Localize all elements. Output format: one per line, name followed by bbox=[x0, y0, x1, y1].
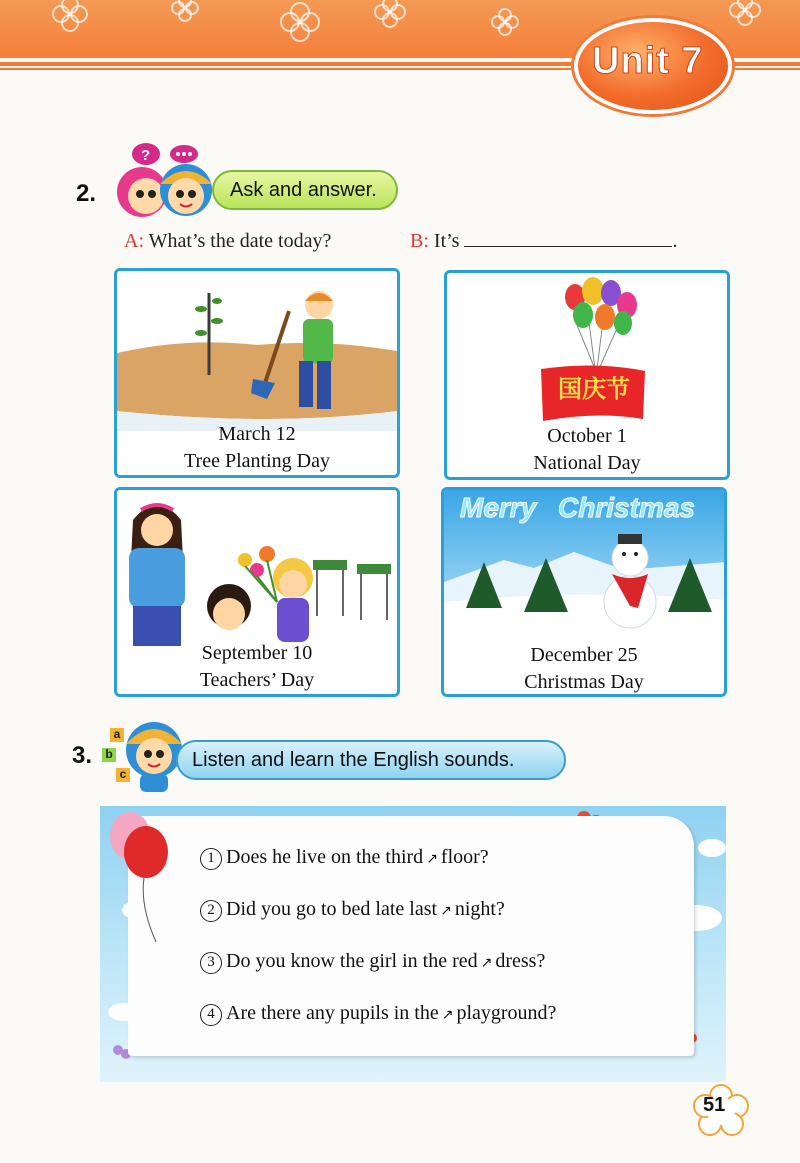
sentence-3-end: dress? bbox=[495, 950, 546, 972]
card-3-holiday: Teachers’ Day bbox=[199, 669, 315, 691]
card-4-date: December 25 bbox=[530, 644, 638, 666]
answer-blank[interactable] bbox=[464, 231, 672, 247]
tree-planting-illustration bbox=[117, 271, 397, 431]
section-3-title: Listen and learn the English sounds. bbox=[176, 740, 566, 780]
card-1-date: March 12 bbox=[218, 423, 296, 445]
section-2-title: Ask and answer. bbox=[212, 170, 398, 210]
card-tree-planting-day bbox=[114, 268, 400, 478]
mascot-kids-icon bbox=[108, 140, 228, 220]
card-4-holiday: Christmas Day bbox=[524, 671, 644, 693]
red-balloon-icon bbox=[104, 806, 174, 946]
answer-prefix: It’s bbox=[433, 230, 460, 252]
dialogue-question bbox=[124, 230, 331, 253]
question-text: What’s the date today? bbox=[148, 230, 332, 252]
sentence-2-text: Did you go to bed late last bbox=[226, 898, 438, 920]
merry-christmas-banner: Merry Christmas bbox=[460, 492, 695, 523]
rising-tone-arrow-icon: ↗ bbox=[426, 851, 438, 867]
card-2-holiday: National Day bbox=[533, 452, 641, 474]
dialogue-answer bbox=[410, 230, 677, 253]
sentence-1-text: Does he live on the third bbox=[226, 846, 424, 868]
answer-suffix: . bbox=[672, 230, 678, 252]
sentence-1-end: floor? bbox=[440, 846, 489, 868]
teachers-day-illustration bbox=[117, 490, 397, 646]
sentence-1-number: 1 bbox=[200, 848, 222, 870]
card-2-date: October 1 bbox=[547, 425, 627, 447]
sentence-4-text: Are there any pupils in the bbox=[226, 1002, 439, 1024]
card-teachers-day bbox=[114, 487, 400, 697]
speaker-a-label: A: bbox=[124, 230, 144, 252]
speaker-b-label: B: bbox=[410, 230, 429, 252]
national-day-illustration bbox=[447, 273, 727, 433]
unit-label: Unit 7 bbox=[592, 40, 704, 82]
sentence-4-end: playground? bbox=[456, 1002, 557, 1024]
sentence-3-number: 3 bbox=[200, 952, 222, 974]
national-day-sign-text: 国庆节 bbox=[558, 375, 630, 403]
svg-text:?: ? bbox=[141, 147, 151, 164]
card-christmas-day bbox=[441, 487, 727, 697]
sentence-4 bbox=[200, 1002, 556, 1026]
letter-block-a: a bbox=[110, 728, 124, 742]
card-national-day bbox=[444, 270, 730, 480]
rising-tone-arrow-icon: ↗ bbox=[441, 1007, 454, 1023]
card-1-holiday: Tree Planting Day bbox=[184, 450, 330, 472]
section-3-number: 3. bbox=[72, 742, 93, 769]
section-2-number: 2. bbox=[76, 180, 97, 207]
sentence-2 bbox=[200, 898, 505, 922]
sentence-3 bbox=[200, 950, 545, 974]
sentence-3-text: Do you know the girl in the red bbox=[226, 950, 478, 972]
page-number: 51 bbox=[703, 1094, 726, 1116]
sentence-4-number: 4 bbox=[200, 1004, 222, 1026]
rising-tone-arrow-icon: ↗ bbox=[480, 955, 493, 971]
sentence-2-number: 2 bbox=[200, 900, 222, 922]
card-3-date: September 10 bbox=[201, 642, 313, 664]
sentence-2-end: night? bbox=[454, 898, 505, 920]
letter-block-b: b bbox=[102, 748, 116, 762]
rising-tone-arrow-icon: ↗ bbox=[440, 903, 452, 919]
sentence-1 bbox=[200, 846, 489, 870]
letter-block-c: c bbox=[116, 768, 130, 782]
